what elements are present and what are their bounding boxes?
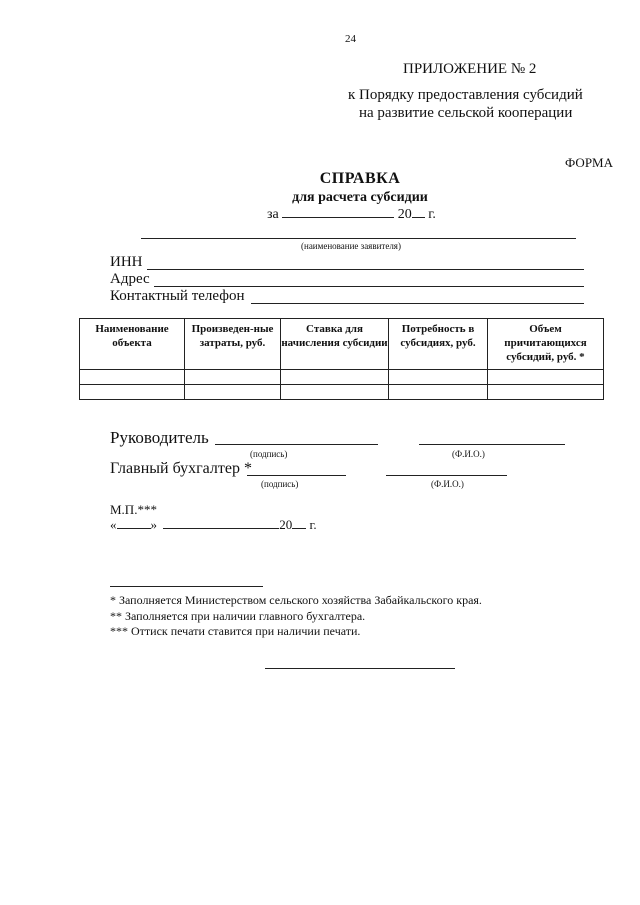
period-year-blank[interactable] — [412, 217, 425, 218]
address-line[interactable] — [154, 286, 584, 287]
table-cell[interactable] — [80, 385, 185, 400]
phone-label: Контактный телефон — [110, 288, 245, 304]
page-number: 24 — [345, 33, 356, 45]
document-title: СПРАВКА — [319, 170, 401, 187]
table-cell[interactable] — [488, 370, 604, 385]
table-cell[interactable] — [281, 385, 389, 400]
head-name-caption: (Ф.И.О.) — [452, 449, 485, 459]
applicant-caption: (наименование заявителя) — [301, 241, 401, 251]
address-label: Адрес — [110, 271, 150, 287]
column-header: Наименование объекта — [80, 319, 185, 370]
period-line — [267, 207, 436, 223]
accountant-name-caption: (Ф.И.О.) — [431, 479, 464, 489]
head-label: Руководитель — [110, 428, 209, 447]
column-header: Произведен-ные затраты, руб. — [185, 319, 281, 370]
closing-line — [265, 668, 455, 669]
document-subtitle: для расчета субсидии — [292, 190, 428, 205]
footnote-1: * Заполняется Министерством сельского хозяйства Забайкальского края. — [110, 593, 482, 607]
period-prefix: за — [267, 207, 279, 222]
footnote-separator — [110, 586, 263, 587]
table-cell[interactable] — [281, 370, 389, 385]
form-label: ФОРМА — [565, 155, 613, 170]
table-cell[interactable] — [185, 370, 281, 385]
table-cell[interactable] — [389, 385, 488, 400]
appendix-line-1: к Порядку предоставления субсидий — [348, 87, 583, 103]
date-year: 20 — [279, 517, 293, 532]
date-day-blank[interactable] — [117, 528, 151, 529]
inn-label: ИНН — [110, 254, 143, 270]
table-cell[interactable] — [488, 385, 604, 400]
head-name-line[interactable] — [419, 444, 565, 445]
appendix-title: ПРИЛОЖЕНИЕ № 2 — [403, 61, 537, 77]
period-year: 20 — [397, 207, 412, 222]
applicant-name-line[interactable] — [141, 238, 576, 239]
footnote-2: ** Заполняется при наличии главного бухгалтера. — [110, 609, 366, 623]
phone-line[interactable] — [251, 303, 584, 304]
column-header: Объем причитающихся субсидий, руб. * — [488, 319, 604, 370]
accountant-signature-caption: (подпись) — [261, 479, 299, 489]
accountant-label: Главный бухгалтер * — [110, 460, 252, 477]
seal-label: М.П.*** — [110, 502, 157, 517]
inn-line[interactable] — [147, 269, 584, 270]
table-cell[interactable] — [185, 385, 281, 400]
date-month-blank[interactable] — [163, 528, 279, 529]
period-blank[interactable] — [282, 217, 394, 218]
date-line — [110, 517, 317, 533]
column-header: Ставка для начисления субсидии — [281, 319, 389, 370]
appendix-line-2: на развитие сельской кооперации — [359, 105, 573, 121]
subsidy-table — [79, 318, 604, 400]
head-signature-caption: (подпись) — [250, 449, 288, 459]
date-year-suffix: г. — [309, 517, 317, 532]
table-header-row — [80, 319, 604, 370]
accountant-signature-line[interactable] — [247, 475, 346, 476]
date-quote-close: » — [150, 517, 157, 532]
date-year-blank[interactable] — [292, 528, 306, 529]
table-row — [80, 370, 604, 385]
table-row — [80, 385, 604, 400]
table-cell[interactable] — [389, 370, 488, 385]
footnote-3: *** Оттиск печати ставится при наличии печати. — [110, 624, 361, 638]
period-suffix: г. — [428, 207, 436, 222]
date-quote-open: « — [110, 517, 117, 532]
column-header: Потребность в субсидиях, руб. — [389, 319, 488, 370]
accountant-name-line[interactable] — [386, 475, 507, 476]
head-signature-line[interactable] — [215, 444, 378, 445]
table-cell[interactable] — [80, 370, 185, 385]
